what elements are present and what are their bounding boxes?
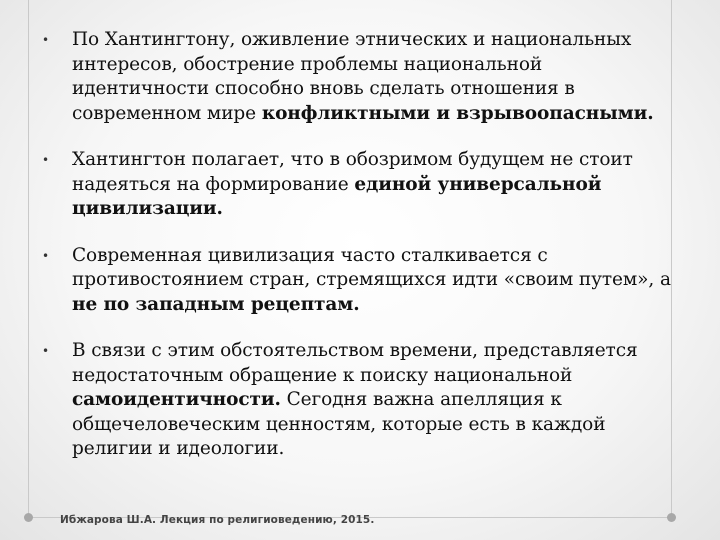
bullet-text-bold: конфликтными и взрывоопасными.: [261, 102, 654, 124]
bullet-marker: •: [42, 248, 49, 263]
bullet-item: [42, 28, 682, 126]
bullet-text: Современная цивилизация часто сталкивается с противостоянием стран, стремящихся идти «своим путем», а: [72, 244, 671, 290]
bullet-text: В связи с этим обстоятельством времени, представляется недостаточным обращение к поиску национальной: [72, 340, 638, 386]
bullet-marker: •: [42, 153, 49, 167]
bullet-marker: •: [42, 344, 49, 358]
bullet-text-bold: самоидентичности.: [72, 389, 281, 410]
corner-dot-right: [667, 513, 676, 522]
bullet-text-bold: единой универсальной цивилизации.: [72, 173, 602, 219]
bullet-item: [42, 148, 682, 222]
bullet-text: Хантингтон полагает, что в обозримом будущем не стоит надеяться на формирование: [72, 149, 633, 195]
bullet-text-bold: не по западным рецептам.: [72, 293, 360, 315]
footer-citation: Ибжарова Ш.А. Лекция по религиоведению, 2015.: [60, 514, 375, 526]
bullet-item: [42, 244, 682, 318]
bullet-item: [42, 339, 682, 462]
corner-dot-left: [24, 513, 33, 522]
bullet-text: Сегодня важна апелляция к общечеловеческим ценностям, которые есть в каждой религии и идеологии.: [72, 389, 606, 459]
bullet-text: По Хантингтону, оживление этнических и национальных интересов, обострение проблемы национальной идентичности способно вновь сделать отношения в современном мире: [72, 29, 632, 124]
bullet-list: [42, 28, 682, 484]
bullet-marker: •: [42, 33, 49, 47]
